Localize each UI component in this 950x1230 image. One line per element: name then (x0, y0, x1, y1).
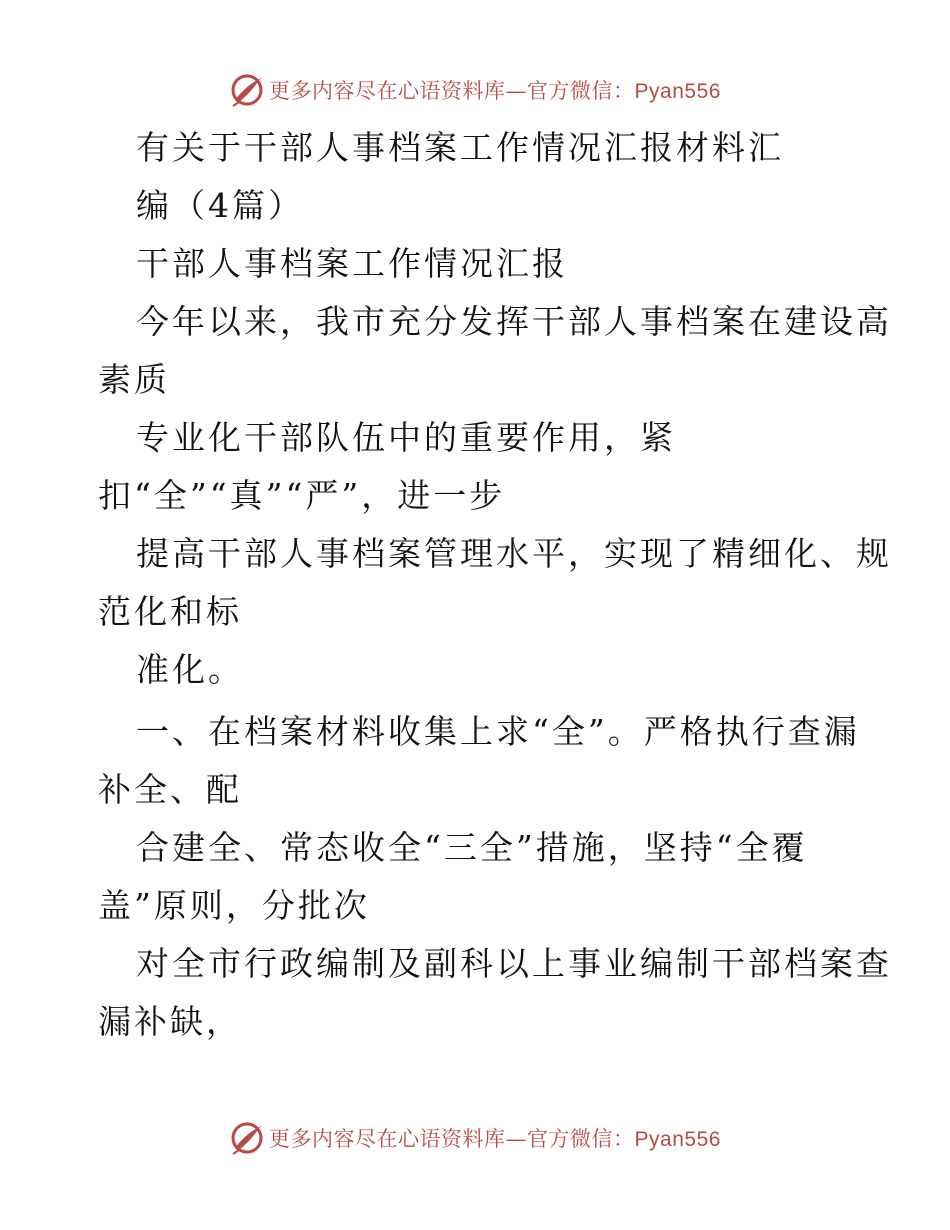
header-banner[interactable] (0, 70, 950, 110)
paragraph-line: 专业化干部队伍中的重要作用，紧 (136, 418, 676, 457)
paragraph-line: 盖”原则，分批次 (98, 886, 370, 925)
footer-banner[interactable] (0, 1118, 950, 1158)
paragraph-line: 准化。 (136, 650, 244, 689)
header-banner-main: 更多内容尽在心语资料库—官方微信： (269, 79, 635, 103)
paragraph-line: 合建全、常态收全“三全”措施，坚持“全覆 (136, 828, 808, 867)
footer-wechat-id: Pyan556 (634, 1128, 721, 1151)
paragraph-line: 素质 (98, 360, 170, 399)
doc-title-line-1: 有关于干部人事档案工作情况汇报材料汇 (136, 128, 784, 167)
paragraph-line: 对全市行政编制及副科以上事业编制干部档案查 (136, 944, 892, 983)
feather-logo-icon (229, 72, 265, 108)
doc-title-line-2: 编（4篇） (136, 186, 304, 225)
doc-subtitle: 干部人事档案工作情况汇报 (136, 244, 568, 283)
paragraph-line: 一、在档案材料收集上求“全”。严格执行查漏 (136, 712, 860, 751)
paragraph-line: 扣“全”“真”“严”，进一步 (98, 476, 506, 515)
paragraph-line: 提高干部人事档案管理水平，实现了精细化、规 (136, 534, 892, 573)
header-wechat-id: Pyan556 (634, 80, 721, 103)
paragraph-line: 今年以来，我市充分发挥干部人事档案在建设高 (136, 302, 892, 341)
paragraph-line: 漏补缺， (98, 1002, 242, 1041)
paragraph-line: 补全、配 (98, 770, 242, 809)
footer-banner-text (269, 1123, 721, 1153)
header-banner-text (269, 75, 721, 105)
feather-logo-icon (229, 1120, 265, 1156)
footer-banner-main: 更多内容尽在心语资料库—官方微信： (269, 1127, 635, 1151)
paragraph-line: 范化和标 (98, 592, 242, 631)
